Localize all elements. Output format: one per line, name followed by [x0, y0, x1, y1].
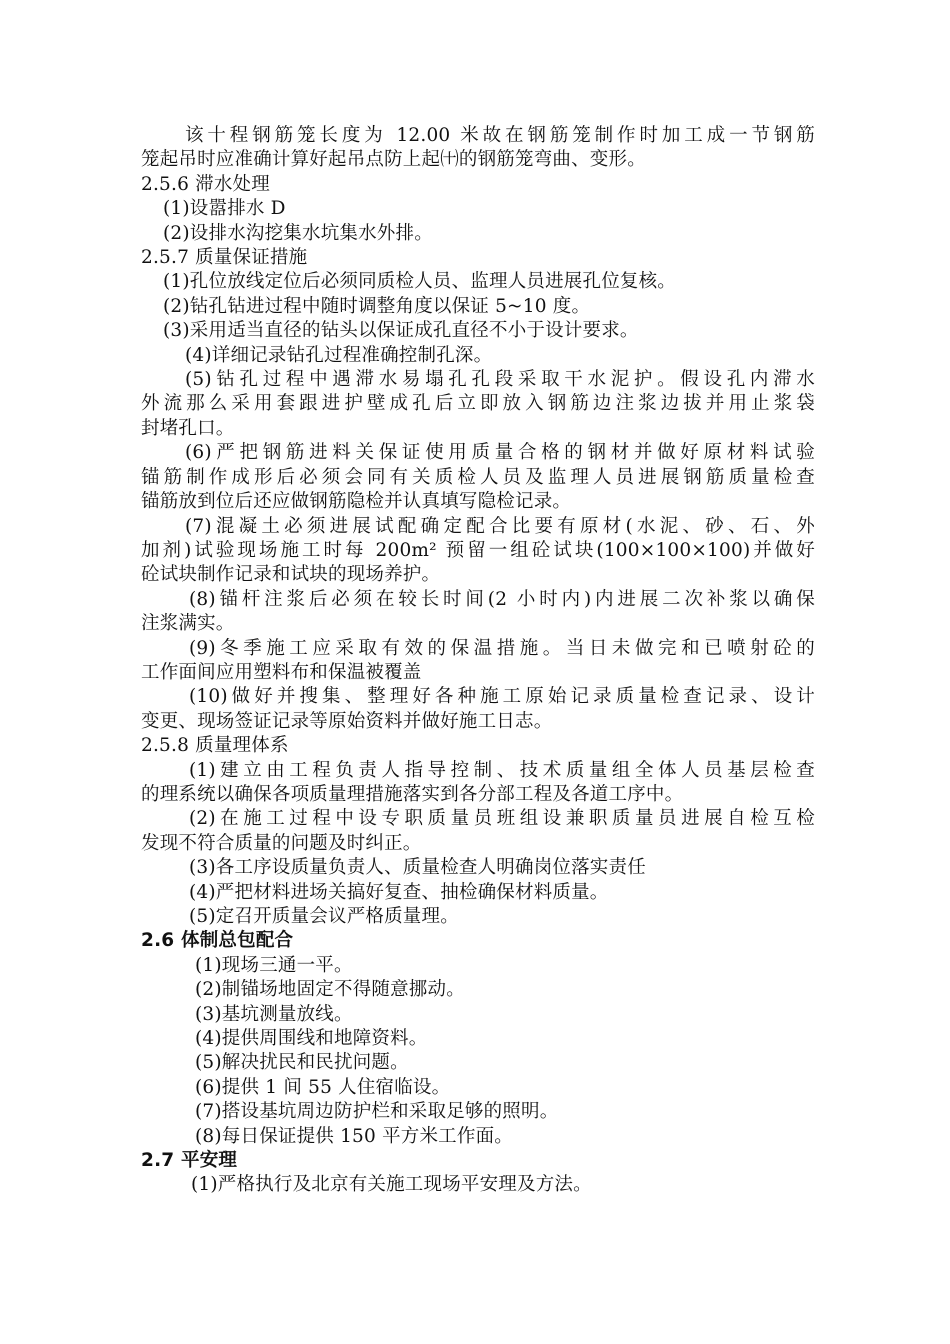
- list-item: (4)提供周围线和地障资料。: [195, 1028, 428, 1050]
- paragraph-line: 加剂)试验现场施工时每 200m² 预留一组砼试块(100×100×100)并做好: [141, 539, 815, 561]
- section-heading: 2.5.7 质量保证措施: [141, 247, 308, 269]
- list-item: (2)制锚场地固定不得随意挪动。: [195, 979, 465, 1001]
- list-item: (6)提供 1 间 55 人住宿临设。: [195, 1076, 451, 1098]
- list-item: (8)锚杆注浆后必须在较长时间(2 小时内)内进展二次补浆以确保: [189, 588, 815, 610]
- list-item: (2)钻孔钻进过程中随时调整角度以保证 5~10 度。: [163, 295, 591, 317]
- list-item: (3)各工序设质量负责人、质量检查人明确岗位落实责任: [189, 857, 646, 879]
- list-item: (7)混凝土必须进展试配确定配合比要有原材(水泥、砂、石、外: [185, 515, 815, 537]
- list-item: (3)基坑测量放线。: [195, 1003, 353, 1025]
- list-item: (2)设排水沟挖集水坑集水外排。: [163, 222, 433, 244]
- list-item: (1)建立由工程负责人指导控制、技术质量组全体人员基层检查: [189, 759, 815, 781]
- section-heading: 2.5.6 滞水处理: [141, 173, 270, 195]
- paragraph-line: 该十程钢筋笼长度为 12.00 米故在钢筋笼制作时加工成一节钢筋: [185, 125, 815, 146]
- list-item: (5)解决扰民和民扰问题。: [195, 1052, 409, 1074]
- paragraph-line: 锚筋制作成形后必须会同有关质检人员及监理人员进展钢筋质量检查: [141, 466, 815, 488]
- paragraph-line: 砼试块制作记录和试块的现场养护。: [141, 564, 441, 586]
- list-item: (1)孔位放线定位后必须同质检人员、监理人员进展孔位复核。: [163, 271, 677, 293]
- paragraph-line: 外流那么采用套跟进护壁成孔后立即放入钢筋边注浆边拔并用止浆袋: [141, 393, 815, 415]
- list-item: (8)每日保证提供 150 平方米工作面。: [195, 1125, 513, 1147]
- list-item: (1)现场三通一平。: [195, 954, 353, 976]
- section-heading: 2.6 体制总包配合: [141, 930, 294, 952]
- section-heading: 2.5.8 质量理体系: [141, 735, 289, 757]
- list-item: (5)定召开质量会议严格质量理。: [189, 906, 459, 927]
- list-item: (1)严格执行及北京有关施工现场平安理及方法。: [191, 1174, 592, 1196]
- paragraph-line: 封堵孔口。: [141, 417, 235, 439]
- list-item: (10)做好并搜集、整理好各种施工原始记录质量检查记录、设计: [189, 686, 815, 708]
- list-item: (4)严把材料进场关搞好复查、抽检确保材料质量。: [189, 881, 609, 903]
- paragraph-line: 注浆满实。: [141, 613, 235, 635]
- list-item: (1)设嚣排水 D: [163, 198, 286, 220]
- paragraph-line: 笼起吊时应准确计算好起吊点防上起㈩的钢筋笼弯曲、变形。: [141, 149, 646, 171]
- list-item: (6)严把钢筋进料关保证使用质量合格的钢材并做好原材料试验: [185, 442, 815, 464]
- paragraph-line: 的理系统以确保各项质量理措施落实到各分部工程及各道工序中。: [141, 783, 684, 805]
- list-item: (2)在施工过程中设专职质量员班组设兼职质量员进展自检互检: [189, 808, 815, 830]
- paragraph-line: 变更、现场签证记录等原始资料并做好施工日志。: [141, 710, 553, 732]
- list-item: (5)钻孔过程中遇滞水易塌孔孔段采取干水泥护。假设孔内滞水: [185, 369, 815, 391]
- paragraph-line: 工作面间应用塑料布和保温被覆盖: [141, 661, 422, 683]
- list-item: (7)搭设基坑周边防护栏和采取足够的照明。: [195, 1101, 559, 1123]
- paragraph-line: 发现不符合质量的问题及时纠正。: [141, 832, 422, 854]
- list-item: (3)采用适当直径的钻头以保证成孔直径不小于设计要求。: [163, 320, 639, 342]
- paragraph-line: 锚筋放到位后还应做钢筋隐检并认真填写隐检记录。: [141, 491, 572, 513]
- list-item: (4)详细记录钻孔过程准确控制孔深。: [185, 344, 493, 366]
- section-heading: 2.7 平安理: [141, 1150, 238, 1172]
- list-item: (9)冬季施工应采取有效的保温措施。当日未做完和已喷射砼的: [189, 637, 815, 659]
